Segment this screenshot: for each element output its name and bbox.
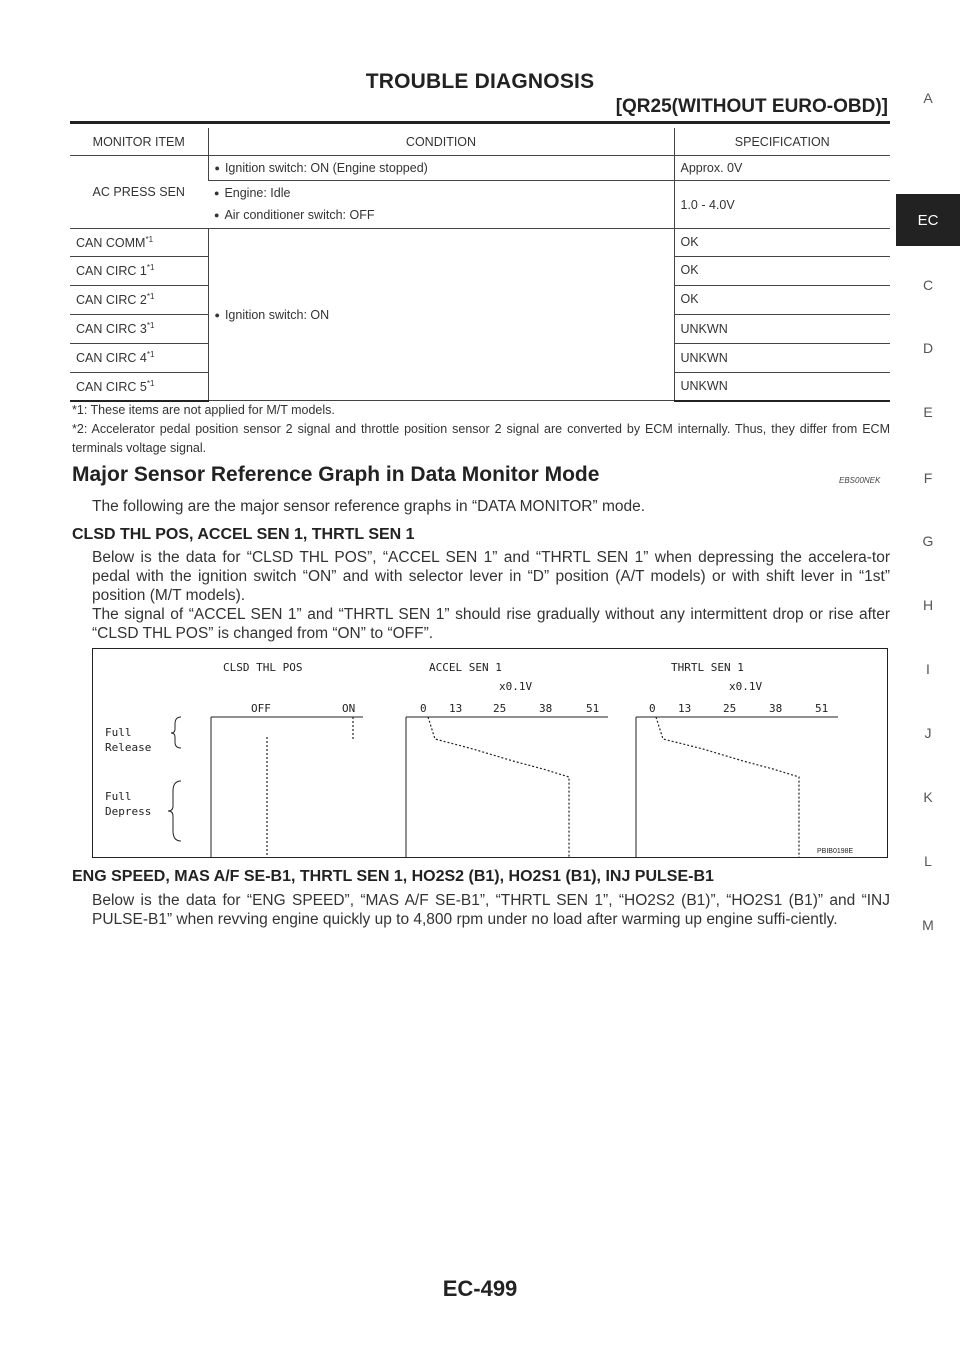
- trace-thrtl: [656, 717, 799, 857]
- section-tab-i[interactable]: I: [926, 661, 930, 677]
- can-circ-5-item: CAN CIRC 5$^{*1}$: [70, 373, 208, 401]
- graph-label-off: OFF: [251, 702, 271, 715]
- can-circ-5-spec: UNKWN: [674, 373, 890, 401]
- graph-image-code: PBIB0198E: [817, 848, 854, 855]
- can-circ-1-spec: OK: [674, 257, 890, 286]
- graph-traces: [267, 717, 799, 857]
- ac-press-item: AC PRESS SEN: [70, 156, 208, 229]
- col-header-condition: CONDITION: [208, 128, 674, 156]
- ac-press-spec-1: Approx. 0V: [674, 156, 890, 181]
- subsection-2-title: ENG SPEED, MAS A/F SE-B1, THRTL SEN 1, HO2S2 (B1), HO2S1 (B1), INJ PULSE-B1: [72, 868, 714, 885]
- can-circ-3-item: CAN CIRC 3$^{*1}$: [70, 315, 208, 344]
- graph-svg: [93, 649, 887, 857]
- tick-label: 51: [586, 702, 600, 715]
- can-circ-3-spec: UNKWN: [674, 315, 890, 344]
- tick-label: 38: [769, 702, 783, 715]
- label-full-depress-2: Depress: [105, 805, 152, 818]
- tick-label: 38: [539, 702, 553, 715]
- tick-label: 51: [815, 702, 829, 715]
- bullet-icon: [214, 186, 224, 200]
- label-full-release-1: Full: [105, 726, 132, 739]
- can-comm-spec: OK: [674, 229, 890, 257]
- section-tab-g[interactable]: G: [922, 533, 934, 549]
- can-condition: ● Ignition switch: ON: [208, 229, 674, 401]
- section-tab-m[interactable]: M: [922, 917, 934, 933]
- section-tab-f[interactable]: F: [923, 470, 933, 486]
- section-title: Major Sensor Reference Graph in Data Monitor Mode: [72, 463, 600, 486]
- tick-label: 25: [493, 702, 507, 715]
- can-circ-2-spec: OK: [674, 286, 890, 315]
- section-tab-d[interactable]: D: [922, 340, 934, 356]
- ac-press-spec-2: 1.0 - 4.0V: [674, 181, 890, 229]
- ac-press-condition-1: ● Ignition switch: ON (Engine stopped): [208, 156, 674, 181]
- monitor-spec-table: [70, 128, 890, 402]
- table-row: [70, 229, 890, 257]
- graph-label-on: ON: [342, 702, 356, 715]
- can-circ-4-spec: UNKWN: [674, 344, 890, 373]
- subsection-1-para-1: Below is the data for “CLSD THL POS”, “ACCEL SEN 1” and “THRTL SEN 1” when depressing the accelera-tor pedal with the ignition switch “ON” and with selector lever in “D” position (A/T models) or with shift lever in “1st” position (M/T models).: [92, 549, 890, 604]
- graph-ticks-thrtl: [649, 702, 828, 715]
- tick-label: 13: [678, 702, 692, 715]
- section-tab-ec-active[interactable]: EC: [896, 194, 960, 246]
- section-tab-a[interactable]: A: [923, 90, 933, 106]
- graph-title-clsd-thl-pos: CLSD THL POS: [223, 661, 303, 674]
- section-tab-h[interactable]: H: [922, 597, 934, 613]
- bullet-icon: [215, 308, 225, 322]
- bullet-icon: [215, 161, 225, 175]
- header-rule: [70, 121, 890, 124]
- col-header-specification: SPECIFICATION: [674, 128, 890, 156]
- graph-axes: [211, 717, 838, 857]
- table-row: [70, 156, 890, 181]
- sensor-reference-graph: [92, 648, 888, 858]
- section-tab-e[interactable]: E: [923, 404, 933, 420]
- can-comm-item: CAN COMM$^{*1}$: [70, 229, 208, 257]
- graph-title-thrtl-sen-1: THRTL SEN 1: [671, 661, 744, 674]
- ac-press-condition-2: ● Engine: Idle ● Air conditioner switch: OFF: [208, 181, 674, 229]
- section-tab-j[interactable]: J: [924, 725, 932, 741]
- subsection-1-title: CLSD THL POS, ACCEL SEN 1, THRTL SEN 1: [72, 526, 415, 543]
- section-tab-k[interactable]: K: [923, 789, 933, 805]
- section-code: EBS00NEK: [839, 476, 881, 485]
- section-tab-c[interactable]: C: [922, 277, 934, 293]
- can-circ-1-item: CAN CIRC 1$^{*1}$: [70, 257, 208, 286]
- can-circ-4-item: CAN CIRC 4$^{*1}$: [70, 344, 208, 373]
- can-circ-2-item: CAN CIRC 2$^{*1}$: [70, 286, 208, 315]
- tick-label: 13: [449, 702, 463, 715]
- col-header-monitor-item: MONITOR ITEM: [70, 128, 208, 156]
- subsection-1-para-2: The signal of “ACCEL SEN 1” and “THRTL SEN 1” should rise gradually without any intermittent drop or rise after “CLSD THL POS” is changed from “ON” to “OFF”.: [92, 606, 890, 642]
- section-tab-l[interactable]: L: [924, 853, 932, 869]
- tick-label: 0: [420, 702, 427, 715]
- page-header-subtitle: [QR25(WITHOUT EURO-OBD)]: [615, 96, 888, 117]
- label-full-depress-1: Full: [105, 790, 132, 803]
- graph-unit-thrtl: x0.1V: [729, 680, 763, 693]
- tick-label: 25: [723, 702, 737, 715]
- brace-depress-icon: [168, 781, 181, 841]
- tick-label: 0: [649, 702, 656, 715]
- graph-side-labels: [105, 717, 181, 841]
- page-number: EC-499: [442, 1276, 518, 1301]
- footnote-2: *2: Accelerator pedal position sensor 2 signal and throttle position sensor 2 signal are converted by ECM internally. Thus, they differ from ECM terminals voltage signal.: [72, 422, 890, 455]
- label-full-release-2: Release: [105, 741, 152, 754]
- section-intro: The following are the major sensor reference graphs in “DATA MONITOR” mode.: [92, 498, 646, 515]
- footnote-1: *1: These items are not applied for M/T models.: [72, 403, 335, 417]
- trace-accel: [428, 717, 569, 857]
- graph-unit-accel: x0.1V: [499, 680, 533, 693]
- brace-release-icon: [171, 717, 181, 748]
- subsection-2-para: Below is the data for “ENG SPEED”, “MAS A/F SE-B1”, “THRTL SEN 1”, “HO2S2 (B1)”, “HO2S1 (B1)” and “INJ PULSE-B1” when revving engine quickly up to 4,800 rpm under no load after warming up engine suffi-ciently.: [92, 892, 890, 928]
- graph-ticks-accel: [420, 702, 599, 715]
- table-header-row: [70, 128, 890, 156]
- graph-title-accel-sen-1: ACCEL SEN 1: [429, 661, 502, 674]
- page-header-title: TROUBLE DIAGNOSIS: [365, 70, 595, 93]
- bullet-icon: [214, 208, 224, 222]
